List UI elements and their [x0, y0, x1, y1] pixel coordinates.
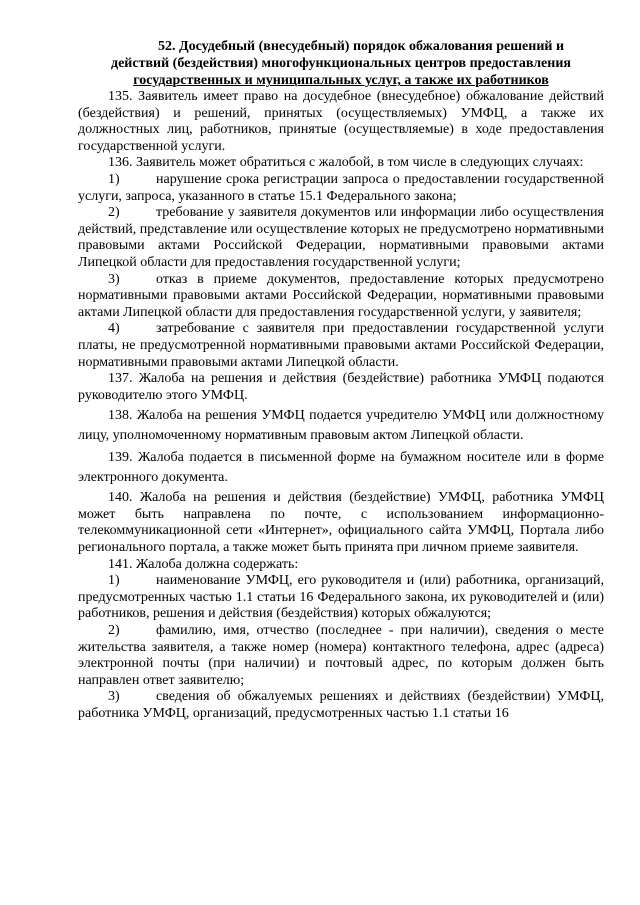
list-item-text: затребование с заявителя при предоставлении государственной услуги платы, не предусмотренной нормативными правовыми актами Российской Федерации, нормативными правовыми актами Липецкой области.: [78, 321, 604, 370]
list-item-number: 3): [108, 271, 120, 287]
list-item-text: отказ в приеме документов, предоставление которых предусмотрено нормативными правовыми актами Российской Федерации, нормативными правовыми актами Липецкой области для предоставления государственной услуги, у заявителя;: [78, 271, 604, 320]
paragraph-138: 138. Жалоба на решения УМФЦ подается учредителю УМФЦ или должностному лицу, уполномоченному нормативным правовым актом Липецкой области.: [78, 408, 604, 444]
paragraph-135: 135. Заявитель имеет право на досудебное (внесудебное) обжалование действий (бездействия) и решений, принятых (осуществляемых) УМФЦ, а также их должностных лиц, работников, принятые (осуществляемые) в ходе предоставления государственной услуги.: [78, 89, 604, 154]
section-heading: [78, 38, 604, 89]
list-item-number: 1): [108, 171, 120, 187]
paragraph-136: 136. Заявитель может обратиться с жалобой, в том числе в следующих случаях:: [108, 155, 584, 171]
document-page: [78, 38, 604, 723]
list-item-number: 2): [108, 205, 120, 221]
list-item-text: наименование УМФЦ, его руководителя и (или) работника, организаций, предусмотренных частью 1.1 статьи 16 Федерального закона, их руководителей и (или) работников, решения и действия (бездействия) которых обжалуются;: [78, 573, 604, 622]
list-item: [78, 623, 604, 689]
list-item-number: 1): [108, 573, 120, 589]
list-item-text: требование у заявителя документов или информации либо осуществления действий, представление или осуществление которых не предусмотрено нормативными правовыми актами Российской Федерации, нормативными правовыми актами Липецкой области для предоставления государственной услуги;: [78, 205, 604, 270]
list-item: [78, 573, 604, 623]
list-item: [78, 205, 604, 271]
list-item: [78, 272, 604, 322]
list-item-number: 2): [108, 623, 120, 639]
paragraph-140: 140. Жалоба на решения и действия (бездействие) УМФЦ, работника УМФЦ может быть направлена по почте, с использованием информационно-телекоммуникационной сети «Интернет», официального сайта УМФЦ, Портала либо регионального портала, а также может быть принята при личном приеме заявителя.: [78, 490, 604, 556]
paragraph-141: 141. Жалоба должна содержать:: [108, 556, 299, 572]
list-item: [78, 321, 604, 371]
list-item: [78, 172, 604, 205]
heading-line-3: государственных и муниципальных услуг, а также их работников: [133, 73, 549, 88]
list-item-text: нарушение срока регистрации запроса о предоставлении государственной услуги, запроса, указанного в статье 15.1 Федерального закона;: [78, 171, 604, 204]
list-item-number: 4): [108, 321, 120, 337]
list-item-text: сведения об обжалуемых решениях и действиях (бездействии) УМФЦ, работника УМФЦ, организаций, предусмотренных частью 1.1 статьи 16: [78, 689, 604, 721]
list-item-number: 3): [108, 689, 120, 705]
paragraph-137: 137. Жалоба на решения и действия (бездействие) работника УМФЦ подаются руководителю этого УМФЦ.: [78, 371, 604, 403]
list-item-text: фамилию, имя, отчество (последнее - при наличии), сведения о месте жительства заявителя, а также номер (номера) контактного телефона, адрес (адреса) электронной почты (при наличии) и почтовый адрес, по которым должен быть направлен ответ заявителю;: [78, 623, 604, 688]
list-item: [78, 689, 604, 722]
heading-line-2: действий (бездействия) многофункциональных центров предоставления: [111, 56, 571, 71]
paragraph-139: 139. Жалоба подается в письменной форме на бумажном носителе или в форме электронного документа.: [78, 450, 604, 486]
heading-line-1: 52. Досудебный (внесудебный) порядок обжалования решений и: [157, 39, 565, 54]
